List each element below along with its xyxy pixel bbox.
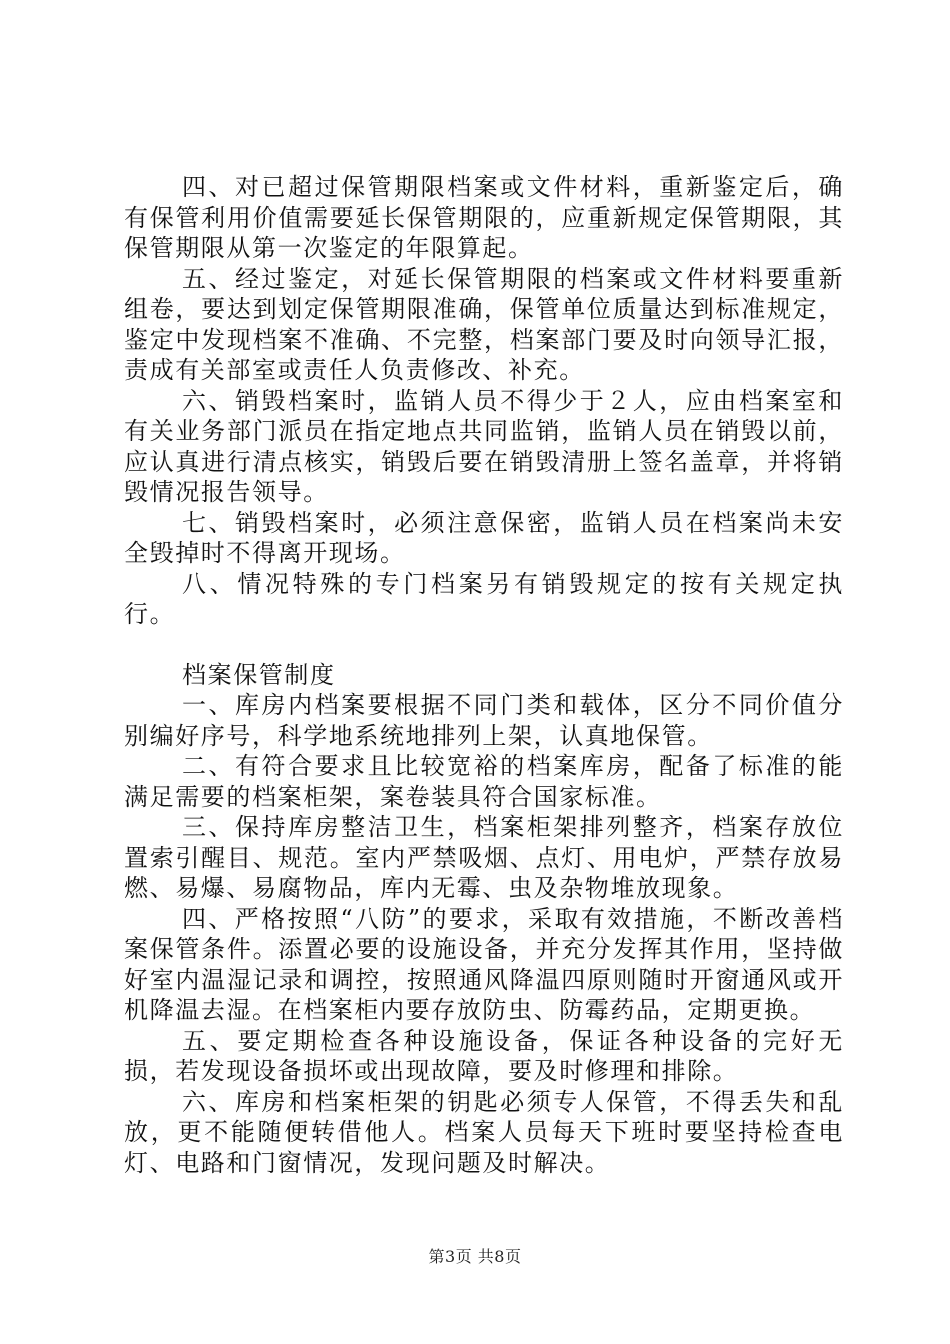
paragraph: 五、要定期检查各种设施设备，保证各种设备的完好无损，若发现设备损坏或出现故障，要及时修理和排除。	[124, 1026, 844, 1085]
section-title: 档案保管制度	[182, 660, 336, 689]
paragraph: 三、保持库房整洁卫生，档案柜架排列整齐，档案存放位置索引醒目、规范。室内严禁吸烟、点灯、用电炉，严禁存放易燃、易爆、易腐物品，库内无霉、虫及杂物堆放现象。	[124, 813, 844, 902]
paragraph: 五、经过鉴定，对延长保管期限的档案或文件材料要重新组卷，要达到划定保管期限准确，保管单位质量达到标准规定，鉴定中发现档案不准确、不完整，档案部门要及时向领导汇报，责成有关部室或责任人负责修改、补充。	[124, 264, 844, 384]
page-footer: 第3页 共8页	[428, 1247, 522, 1266]
document-body	[124, 172, 844, 1178]
paragraph: 一、库房内档案要根据不同门类和载体，区分不同价值分别编好序号，科学地系统地排列上架，认真地保管。	[124, 691, 844, 750]
section-spacer	[124, 630, 844, 660]
paragraph: 六、销毁档案时，监销人员不得少于２人，应由档案室和有关业务部门派员在指定地点共同监销，监销人员在销毁以前，应认真进行清点核实，销毁后要在销毁清册上签名盖章，并将销毁情况报告领导。	[124, 386, 844, 506]
paragraph: 四、对已超过保管期限档案或文件材料，重新鉴定后，确有保管利用价值需要延长保管期限的，应重新规定保管期限，其保管期限从第一次鉴定的年限算起。	[124, 173, 844, 262]
paragraph: 二、有符合要求且比较宽裕的档案库房，配备了标准的能满足需要的档案柜架，案卷装具符合国家标准。	[124, 752, 844, 811]
paragraph: 四、严格按照“八防”的要求，采取有效措施，不断改善档案保管条件。添置必要的设施设备，并充分发挥其作用，坚持做好室内温湿记录和调控，按照通风降温四原则随时开窗通风或开机降温去湿。在档案柜内要存放防虫、防霉药品，定期更换。	[124, 904, 844, 1024]
paragraph: 七、销毁档案时，必须注意保密，监销人员在档案尚未安全毁掉时不得离开现场。	[124, 508, 844, 567]
paragraph: 六、库房和档案柜架的钥匙必须专人保管，不得丢失和乱放，更不能随便转借他人。档案人员每天下班时要坚持检查电灯、电路和门窗情况，发现问题及时解决。	[124, 1087, 844, 1177]
paragraph: 八、情况特殊的专门档案另有销毁规定的按有关规定执行。	[124, 569, 844, 628]
